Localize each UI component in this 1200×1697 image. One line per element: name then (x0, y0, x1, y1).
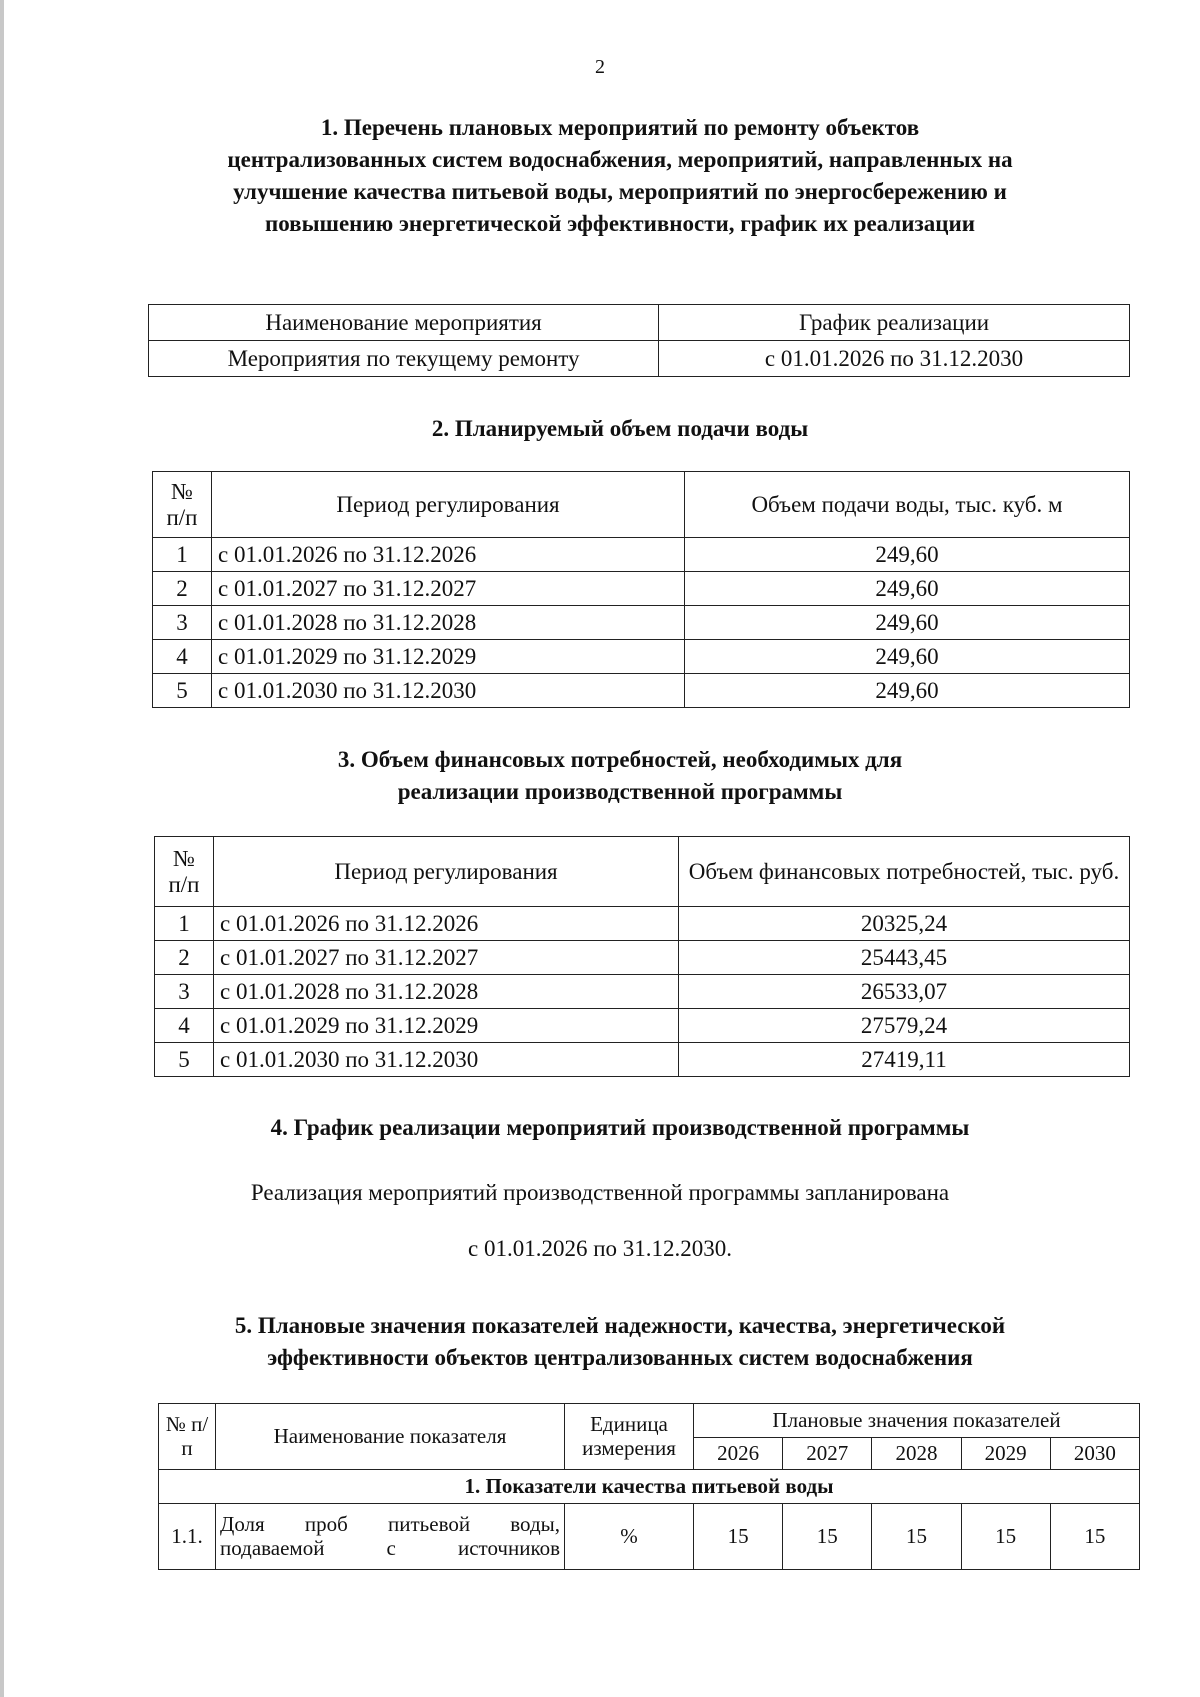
table-cell: 249,60 (685, 640, 1130, 674)
year-header-cell: 2026 (694, 1438, 783, 1470)
table-cell: с 01.01.2028 по 31.12.2028 (212, 606, 685, 640)
table-cell: 249,60 (685, 674, 1130, 708)
header-cell: График реализации (659, 305, 1130, 341)
table-cell: 15 (961, 1504, 1050, 1570)
table-cell: с 01.01.2026 по 31.12.2026 (214, 907, 679, 941)
header-cell: Объем финансовых потребностей, тыс. руб. (679, 837, 1130, 907)
table-cell (216, 1504, 565, 1570)
table-cell: 26533,07 (679, 975, 1130, 1009)
table-cell: 1 (153, 538, 212, 572)
table-row (155, 1009, 1130, 1043)
table-row (159, 1504, 1140, 1570)
header-cell: Период регулирования (212, 472, 685, 538)
table-cell: Мероприятия по текущему ремонту (149, 341, 659, 377)
table-cell: с 01.01.2030 по 31.12.2030 (212, 674, 685, 708)
table-cell: с 01.01.2027 по 31.12.2027 (214, 941, 679, 975)
table-cell: 5 (155, 1043, 214, 1077)
section5-title-line: эффективности объектов централизованных систем водоснабжения (267, 1345, 973, 1370)
section2-title: 2. Планируемый объем подачи воды (431, 416, 809, 441)
section3-title (100, 744, 1140, 808)
table-row (153, 674, 1130, 708)
section4-text-line: с 01.01.2026 по 31.12.2030. (467, 1236, 733, 1261)
table-cell: 15 (694, 1504, 783, 1570)
section1-title-line: централизованных систем водоснабжения, мероприятий, направленных на (227, 147, 1013, 172)
table-cell: 3 (155, 975, 214, 1009)
table-row (155, 1043, 1130, 1077)
header-cell: Наименование мероприятия (149, 305, 659, 341)
header-cell: Объем подачи воды, тыс. куб. м (685, 472, 1130, 538)
year-header-cell: 2028 (872, 1438, 961, 1470)
table-cell: с 01.01.2029 по 31.12.2029 (214, 1009, 679, 1043)
section5-title-line: 5. Плановые значения показателей надежности, качества, энергетической (234, 1313, 1006, 1338)
year-header-cell: 2030 (1050, 1438, 1139, 1470)
header-cell: Наименование показателя (216, 1404, 565, 1470)
header-cell: Плановые значения показателей (694, 1404, 1140, 1438)
section3-title-line: реализации производственной программы (397, 779, 843, 804)
table-cell: 249,60 (685, 606, 1130, 640)
section5-table (158, 1403, 1140, 1570)
table-cell: 249,60 (685, 538, 1130, 572)
table-row (153, 572, 1130, 606)
table-cell: 15 (1050, 1504, 1139, 1570)
table-cell: с 01.01.2030 по 31.12.2030 (214, 1043, 679, 1077)
table-row (153, 538, 1130, 572)
table-cell: % (565, 1504, 694, 1570)
table-cell: 20325,24 (679, 907, 1130, 941)
indicator-name-line: Доля проб питьевой воды, (220, 1512, 560, 1537)
table-cell: 4 (155, 1009, 214, 1043)
header-cell: № п/п (153, 472, 212, 538)
indicator-name-line: подаваемой с источников (220, 1535, 560, 1560)
header-cell: № п/п (159, 1404, 216, 1470)
table-cell: с 01.01.2029 по 31.12.2029 (212, 640, 685, 674)
page-number: 2 (595, 56, 605, 78)
table-cell: 15 (783, 1504, 872, 1570)
table-cell: 5 (153, 674, 212, 708)
section3-title-line: 3. Объем финансовых потребностей, необходимых для (337, 747, 903, 772)
table-row (155, 975, 1130, 1009)
table-cell: 4 (153, 640, 212, 674)
table-cell: 2 (153, 572, 212, 606)
table-cell: 3 (153, 606, 212, 640)
table-cell: 1 (155, 907, 214, 941)
page-left-edge (0, 0, 4, 1697)
section5-title (100, 1310, 1140, 1374)
header-cell: № п/п (155, 837, 214, 907)
section2-table (152, 471, 1130, 708)
table-cell: 1.1. (159, 1504, 216, 1570)
table-row (153, 640, 1130, 674)
table-cell: 27579,24 (679, 1009, 1130, 1043)
section1-title-line: улучшение качества питьевой воды, мероприятий по энергосбережению и (233, 179, 1007, 204)
table-row (153, 606, 1130, 640)
table-cell: с 01.01.2027 по 31.12.2027 (212, 572, 685, 606)
section3-table (154, 836, 1130, 1077)
table-cell: 25443,45 (679, 941, 1130, 975)
table-row (155, 907, 1130, 941)
table-cell: 15 (872, 1504, 961, 1570)
section4-title: 4. График реализации мероприятий производственной программы (270, 1115, 970, 1140)
section1-title (100, 112, 1140, 240)
section1-title-line: 1. Перечень плановых мероприятий по ремонту объектов (320, 115, 920, 140)
year-header-cell: 2027 (783, 1438, 872, 1470)
table-row (155, 941, 1130, 975)
table-cell: 27419,11 (679, 1043, 1130, 1077)
year-header-cell: 2029 (961, 1438, 1050, 1470)
table-cell: с 01.01.2026 по 31.12.2030 (659, 341, 1130, 377)
section1-title-line: повышению энергетической эффективности, график их реализации (264, 211, 976, 236)
table-cell: с 01.01.2026 по 31.12.2026 (212, 538, 685, 572)
table-cell: 2 (155, 941, 214, 975)
table-cell: 249,60 (685, 572, 1130, 606)
group-title-cell: 1. Показатели качества питьевой воды (159, 1470, 1140, 1504)
table-cell: с 01.01.2028 по 31.12.2028 (214, 975, 679, 1009)
header-cell: Единица измерения (565, 1404, 694, 1470)
header-cell: Период регулирования (214, 837, 679, 907)
section1-table (148, 304, 1130, 377)
section4-text-line: Реализация мероприятий производственной программы запланирована (250, 1180, 950, 1205)
